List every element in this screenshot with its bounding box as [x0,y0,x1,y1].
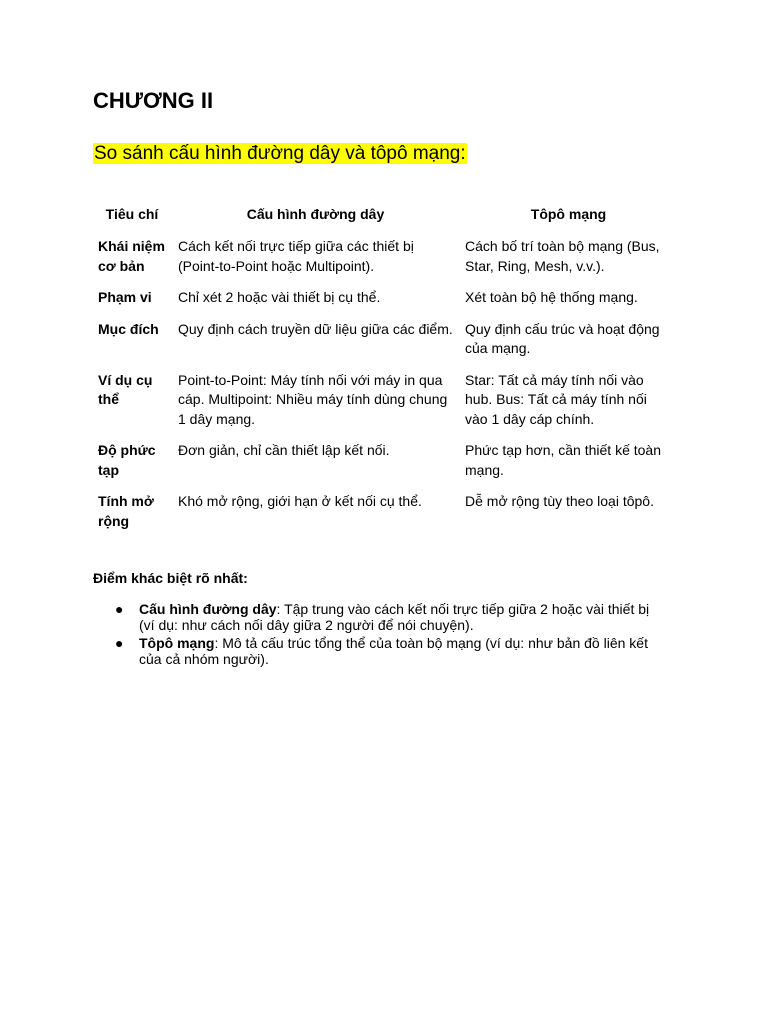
row-criterion: Mục đích [98,320,159,337]
bullet-icon: ● [115,601,124,617]
table-row [92,236,678,287]
row-topology: Cách bố trí toàn bộ mạng (Bus, Star, Ring, Mesh, v.v.). [465,238,660,274]
row-criterion: Phạm vi [98,289,152,305]
row-wire-config: Quy định cách truyền dữ liệu giữa các điểm. [178,320,453,337]
header-wire-config: Cấu hình đường dây [246,206,385,222]
row-topology: Phức tạp hơn, cần thiết kế toàn mạng. [465,442,662,478]
difference-term: Tôpô mạng [139,635,215,651]
list-item [93,635,668,667]
difference-heading: Điểm khác biệt rõ nhất: [93,570,248,586]
table-row [92,370,678,441]
row-wire-config: Cách kết nối trực tiếp giữa các thiết bị (Point-to-Point hoặc Multipoint). [178,238,414,274]
difference-text: : Mô tả cấu trúc tổng thể của toàn bộ mạng (ví dụ: như bản đồ liên kết của cả nhóm người). [139,635,648,667]
row-wire-config: Khó mở rộng, giới hạn ở kết nối cụ thể. [178,493,422,509]
row-criterion: Khái niệm cơ bản [98,238,165,274]
comparison-table [92,204,678,542]
table-row [92,287,678,319]
list-item [93,601,668,633]
row-criterion: Tính mở rộng [98,493,154,529]
row-topology: Quy định cấu trúc và hoạt động của mạng. [465,320,660,356]
table-row [92,440,678,491]
table-row [92,319,678,370]
row-topology: Star: Tất cả máy tính nối vào hub. Bus: Tất cả máy tính nối vào 1 dây cáp chính. [465,371,647,427]
row-criterion: Độ phức tạp [98,442,156,478]
row-criterion: Ví dụ cụ thể [98,371,153,407]
row-topology: Dễ mở rộng tùy theo loại tôpô. [465,493,654,509]
row-wire-config: Đơn giản, chỉ cần thiết lập kết nối. [178,442,390,458]
bullet-icon: ● [115,635,124,651]
row-topology: Xét toàn bộ hệ thống mạng. [465,289,638,305]
table-header-row [92,204,678,236]
header-criterion: Tiêu chí [105,206,159,222]
difference-term: Cấu hình đường dây [139,601,277,617]
section-subtitle [93,141,467,167]
table-row [92,491,678,542]
header-topology: Tôpô mạng [530,206,607,222]
chapter-title: CHƯƠNG II [93,88,214,113]
row-wire-config: Point-to-Point: Máy tính nối với máy in qua cáp. Multipoint: Nhiều máy tính dùng chung 1 dây mạng. [178,371,448,427]
difference-list [93,601,668,669]
difference-text: : Tập trung vào cách kết nối trực tiếp giữa 2 hoặc vài thiết bị (ví dụ: như cách nối dây giữa 2 người để nói chuyện). [139,601,650,633]
row-wire-config: Chỉ xét 2 hoặc vài thiết bị cụ thể. [178,289,381,305]
highlighted-subtitle-text: So sánh cấu hình đường dây và tôpô mạng: [94,143,466,164]
